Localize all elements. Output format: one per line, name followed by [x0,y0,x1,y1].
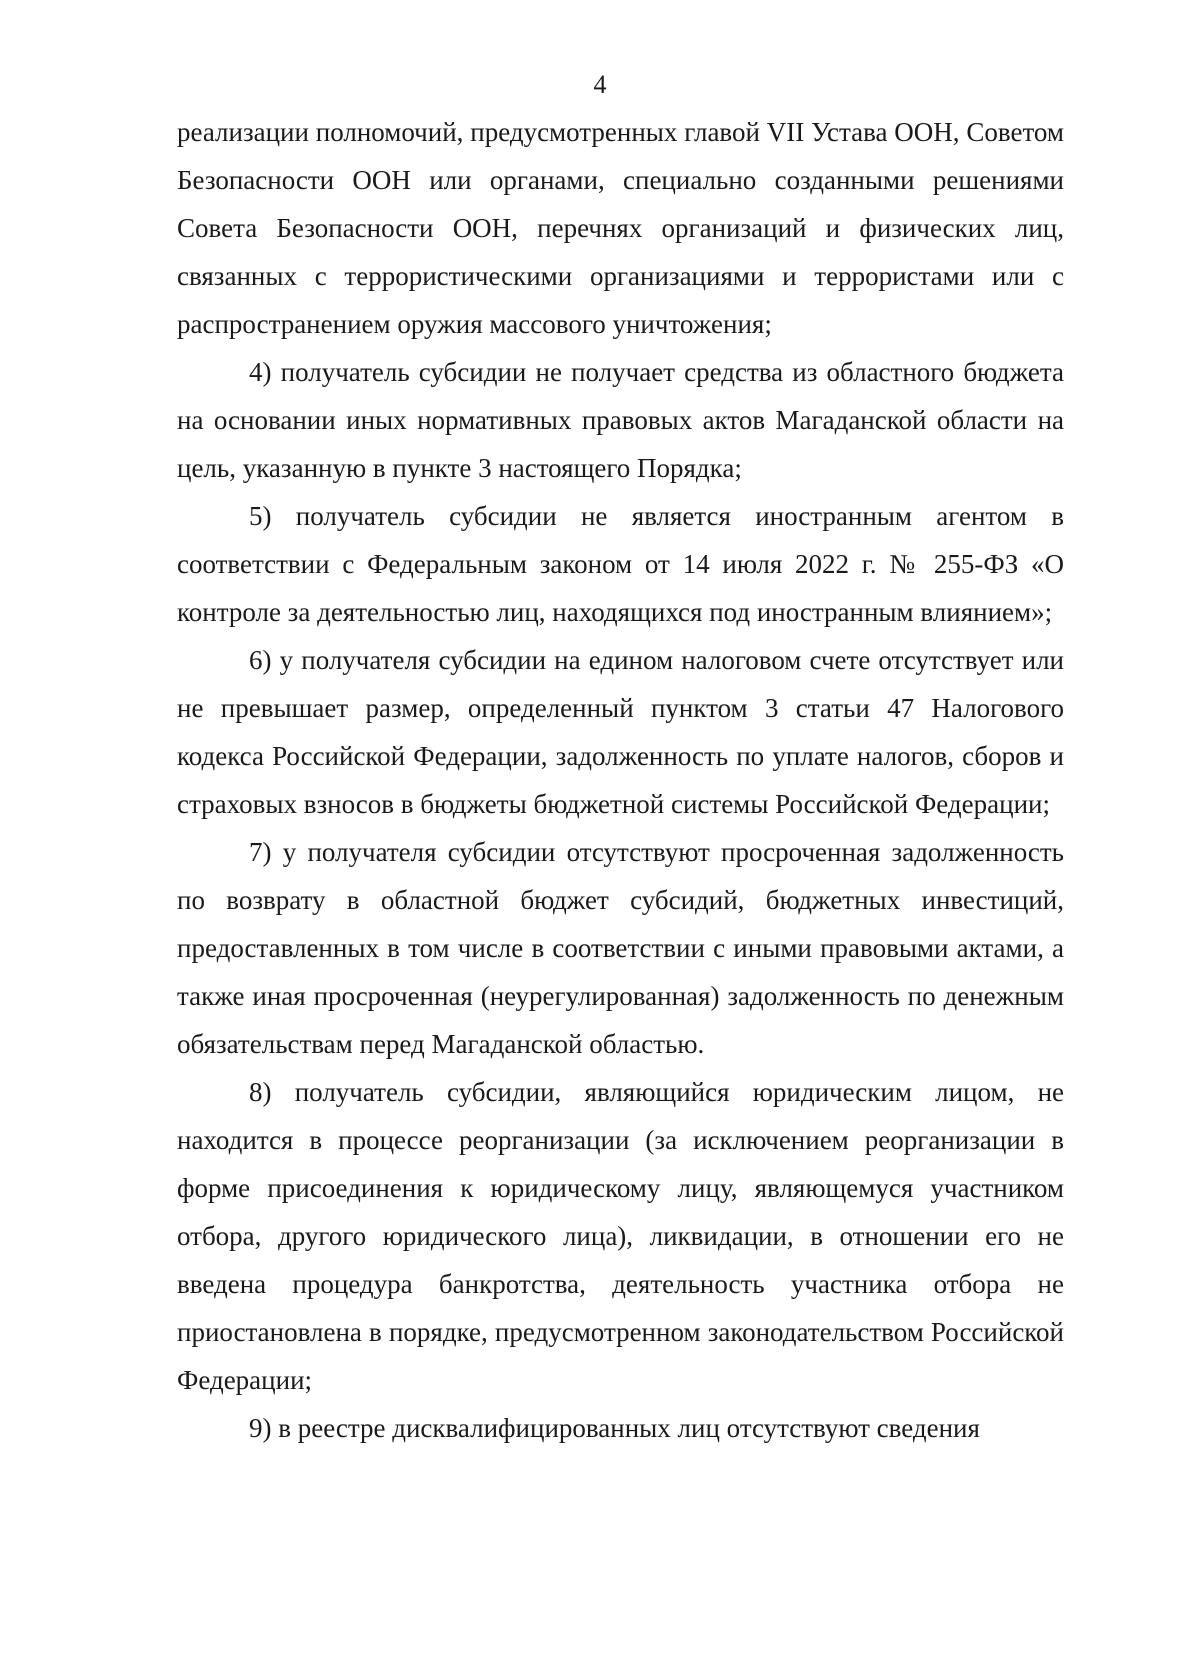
page-number: 4 [593,70,607,99]
paragraph-item-8: 8) получатель субсидии, являющийся юридическим лицом, не находится в процессе реорганизации (за исключением реорганизации в форме присоединения к юридическому лицу, являющемуся участником отбора, другого юридического лица), ликвидации, в отношении его не введена процедура банкротства, деятельность участника отбора не приостановлена в порядке, предусмотренном законодательством Российской Федерации; [177,1077,1064,1395]
paragraph-continuation: реализации полномочий, предусмотренных главой VII Устава ООН, Советом Безопасности ООН или органами, специально созданными решениями Совета Безопасности ООН, перечнях организаций и физических лиц, связанных с террористическими организациями и террористами или с распространением оружия массового уничтожения; [177,117,1064,339]
paragraph-item-7: 7) у получателя субсидии отсутствуют просроченная задолженность по возврату в областной бюджет субсидий, бюджетных инвестиций, предоставленных в том числе в соответствии с иными правовыми актами, а также иная просроченная (неурегулированная) задолженность по денежным обязательствам перед Магаданской областью. [177,837,1064,1059]
paragraph-item-4: 4) получатель субсидии не получает средства из областного бюджета на основании иных нормативных правовых актов Магаданской области на цель, указанную в пункте 3 настоящего Порядка; [177,357,1064,483]
document-body [177,108,1064,1452]
paragraph-item-9: 9) в реестре дисквалифицированных лиц отсутствуют сведения [249,1413,980,1443]
paragraph-item-6: 6) у получателя субсидии на едином налоговом счете отсутствует или не превышает размер, определенный пунктом 3 статьи 47 Налогового кодекса Российской Федерации, задолженность по уплате налогов, сборов и страховых взносов в бюджеты бюджетной системы Российской Федерации; [177,645,1064,819]
paragraph-item-5: 5) получатель субсидии не является иностранным агентом в соответствии с Федеральным законом от 14 июля 2022 г. № 255-ФЗ «О контроле за деятельностью лиц, находящихся под иностранным влиянием»; [177,501,1064,627]
